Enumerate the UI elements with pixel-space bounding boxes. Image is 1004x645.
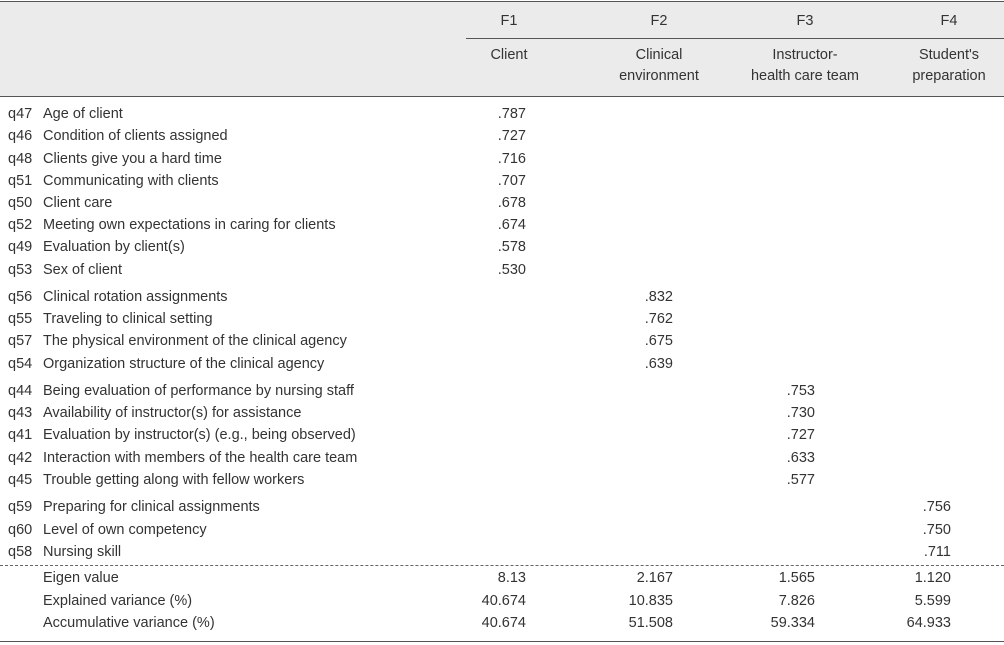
factor-loading: .675 <box>644 333 673 349</box>
factor-loading: .832 <box>644 289 673 305</box>
factor-loading: .716 <box>497 151 526 167</box>
item-code: q43 <box>8 405 33 421</box>
item-code: q57 <box>8 333 33 349</box>
item-code: q59 <box>8 499 33 515</box>
summary-value: 10.835 <box>628 593 673 609</box>
table-row <box>0 353 1004 375</box>
summary-divider <box>0 565 1004 566</box>
factor-loading: .727 <box>497 128 526 144</box>
item-code: q52 <box>8 217 33 233</box>
summary-value: 2.167 <box>636 570 673 586</box>
summary-label: Accumulative variance (%) <box>43 615 215 631</box>
factor-loading: .639 <box>644 356 673 372</box>
table-bottom-rule <box>0 641 1004 642</box>
item-code: q42 <box>8 450 33 466</box>
table-row <box>0 103 1004 125</box>
table-row <box>0 402 1004 424</box>
summary-value: 64.933 <box>906 615 951 631</box>
item-label: Client care <box>43 195 113 211</box>
summary-value: 40.674 <box>481 615 526 631</box>
factor-loading: .530 <box>497 262 526 278</box>
item-label: Preparing for clinical assignments <box>43 499 260 515</box>
table-row <box>0 286 1004 308</box>
factor-loading: .787 <box>497 106 526 122</box>
item-label: Level of own competency <box>43 522 207 538</box>
header-column-rule <box>466 38 1004 39</box>
table-row <box>0 192 1004 214</box>
factor-loading: .678 <box>497 195 526 211</box>
factor-id: F2 <box>650 13 668 29</box>
summary-value: 40.674 <box>481 593 526 609</box>
factor-name: Client <box>490 47 528 63</box>
item-code: q60 <box>8 522 33 538</box>
factor-loading: .756 <box>922 499 951 515</box>
factor-name: Instructor- health care team <box>750 47 859 84</box>
table-row <box>0 259 1004 281</box>
table-row <box>0 125 1004 147</box>
item-label: The physical environment of the clinical agency <box>43 333 347 349</box>
factor-id: F1 <box>500 13 518 29</box>
item-code: q50 <box>8 195 33 211</box>
factor-id: F3 <box>796 13 814 29</box>
factor-loading: .578 <box>497 239 526 255</box>
summary-value: 8.13 <box>497 570 526 586</box>
factor-loading: .727 <box>786 427 815 443</box>
table-row <box>0 214 1004 236</box>
item-code: q41 <box>8 427 33 443</box>
item-code: q45 <box>8 472 33 488</box>
table-row <box>0 170 1004 192</box>
factor-loading: .674 <box>497 217 526 233</box>
table-row <box>0 236 1004 258</box>
summary-value: 5.599 <box>914 593 951 609</box>
summary-row <box>0 590 1004 612</box>
table-row <box>0 519 1004 541</box>
item-label: Nursing skill <box>43 544 122 560</box>
factor-loading: .577 <box>786 472 815 488</box>
item-code: q48 <box>8 151 33 167</box>
factor-id: F4 <box>940 13 958 29</box>
factor-loading: .750 <box>922 522 951 538</box>
table-row <box>0 148 1004 170</box>
item-code: q51 <box>8 173 33 189</box>
item-label: Age of client <box>43 106 123 122</box>
item-label: Meeting own expectations in caring for clients <box>43 217 336 233</box>
summary-value: 59.334 <box>770 615 815 631</box>
item-label: Communicating with clients <box>43 173 219 189</box>
item-code: q56 <box>8 289 33 305</box>
factor-name: Student's preparation <box>912 47 986 84</box>
item-label: Clinical rotation assignments <box>43 289 228 305</box>
table-row <box>0 447 1004 469</box>
item-code: q58 <box>8 544 33 560</box>
factor-loading: .633 <box>786 450 815 466</box>
item-code: q53 <box>8 262 33 278</box>
summary-value: 7.826 <box>778 593 815 609</box>
table-header <box>0 1 1004 97</box>
summary-row <box>0 612 1004 634</box>
table-row <box>0 541 1004 563</box>
item-label: Traveling to clinical setting <box>43 311 213 327</box>
item-code: q54 <box>8 356 33 372</box>
item-label: Interaction with members of the health care team <box>43 450 358 466</box>
item-label: Sex of client <box>43 262 122 278</box>
item-code: q46 <box>8 128 33 144</box>
table-row <box>0 469 1004 491</box>
item-label: Trouble getting along with fellow workers <box>43 472 305 488</box>
table-row <box>0 380 1004 402</box>
item-label: Availability of instructor(s) for assistance <box>43 405 302 421</box>
table-row <box>0 330 1004 352</box>
item-label: Clients give you a hard time <box>43 151 222 167</box>
factor-loading: .711 <box>923 544 951 560</box>
item-code: q47 <box>8 106 33 122</box>
summary-value: 51.508 <box>628 615 673 631</box>
table-row <box>0 308 1004 330</box>
factor-name: Clinical environment <box>619 47 699 84</box>
summary-value: 1.565 <box>778 570 815 586</box>
summary-row <box>0 567 1004 589</box>
item-code: q44 <box>8 383 33 399</box>
item-label: Evaluation by instructor(s) (e.g., being observed) <box>43 427 356 443</box>
item-label: Being evaluation of performance by nursing staff <box>43 383 354 399</box>
factor-loading: .762 <box>644 311 673 327</box>
item-label: Organization structure of the clinical agency <box>43 356 325 372</box>
factor-loading: .707 <box>497 173 526 189</box>
item-label: Evaluation by client(s) <box>43 239 185 255</box>
item-code: q49 <box>8 239 33 255</box>
table-row <box>0 424 1004 446</box>
summary-value: 1.120 <box>914 570 951 586</box>
summary-label: Explained variance (%) <box>43 593 193 609</box>
summary-label: Eigen value <box>43 570 119 586</box>
item-code: q55 <box>8 311 33 327</box>
table-row <box>0 496 1004 518</box>
factor-loading: .753 <box>786 383 815 399</box>
factor-loading: .730 <box>786 405 815 421</box>
item-label: Condition of clients assigned <box>43 128 228 144</box>
